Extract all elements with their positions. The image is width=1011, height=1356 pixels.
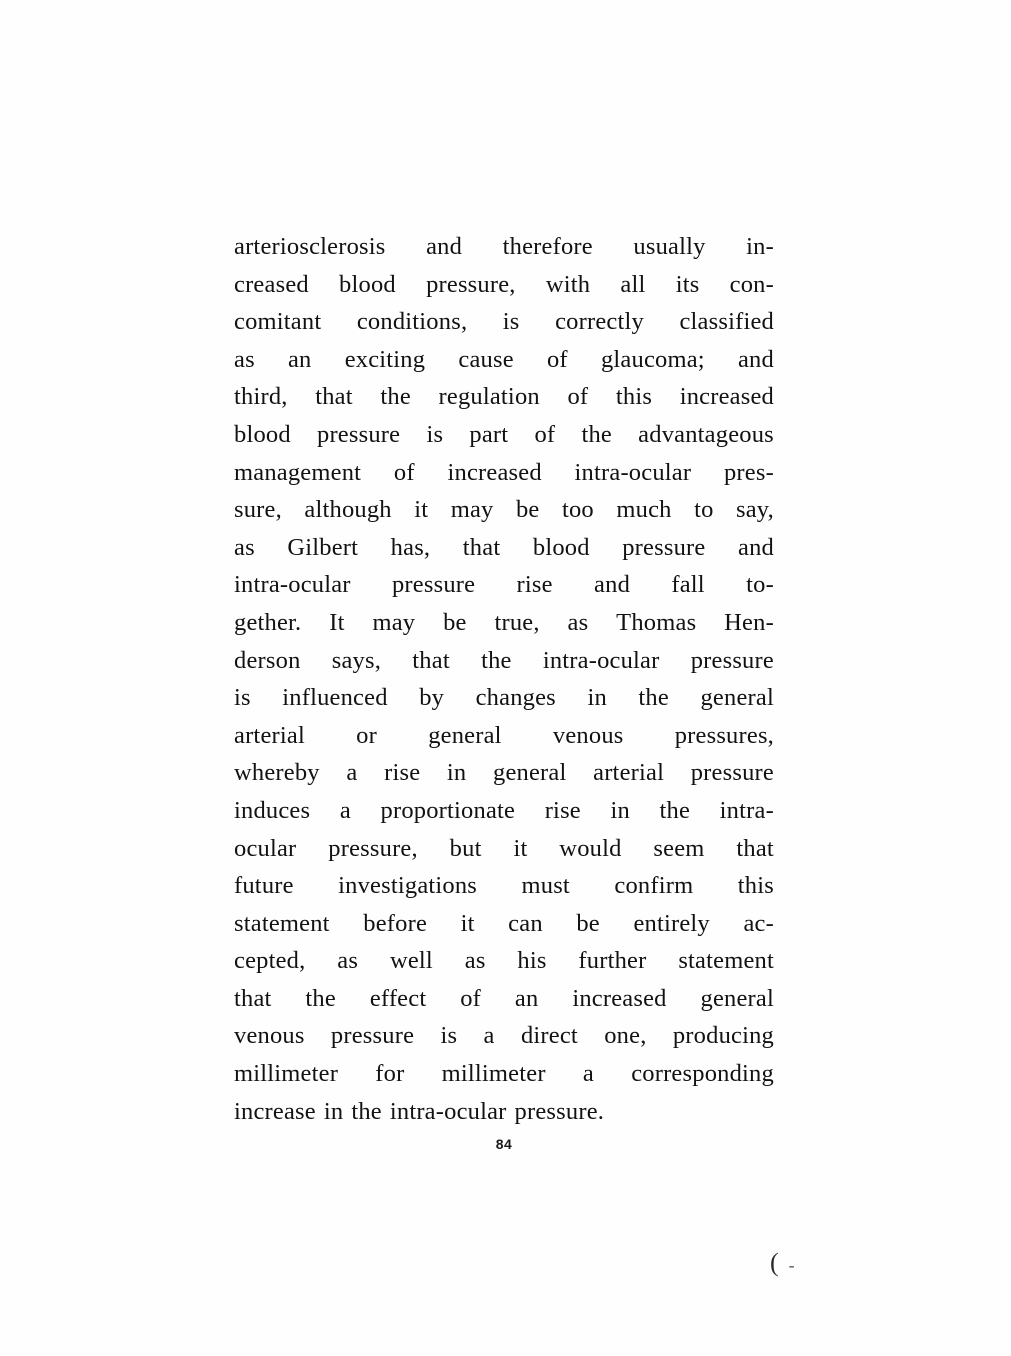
corner-mark-dash: - (788, 1254, 795, 1275)
word: the (380, 383, 411, 411)
word: blood (339, 270, 396, 298)
word: venous (552, 721, 624, 749)
word: pressures, (674, 721, 774, 749)
word: as (337, 947, 359, 975)
word: proportionate (380, 796, 516, 824)
word: increase (234, 1097, 316, 1125)
word: one, (604, 1022, 647, 1050)
word: sure, (234, 496, 282, 524)
text-line (234, 867, 774, 905)
text-line (234, 717, 774, 755)
word: blood (532, 533, 590, 561)
word: pressure (330, 1022, 415, 1050)
word: as (464, 947, 486, 975)
word: before (363, 909, 428, 937)
word: that (315, 383, 353, 411)
word: whereby (234, 759, 320, 787)
word: an (287, 345, 312, 373)
word: cause (458, 345, 514, 373)
word: further (578, 947, 647, 975)
word: advantageous (638, 420, 774, 448)
word: that (234, 984, 272, 1012)
word: intra- (719, 796, 774, 824)
word: cepted, (234, 947, 306, 975)
word: third, (234, 383, 288, 411)
word: is (502, 308, 520, 336)
word: is (426, 420, 444, 448)
word: intra-ocular (389, 1097, 507, 1125)
word: and (594, 571, 631, 599)
word: in (610, 796, 630, 824)
word: has, (390, 533, 431, 561)
word: intra-ocular (542, 646, 660, 674)
text-line (234, 830, 774, 868)
word: be (576, 909, 600, 937)
word: general (700, 984, 774, 1012)
word: may (372, 608, 416, 636)
word: by (419, 684, 445, 712)
word: a (483, 1022, 495, 1050)
text-line (234, 266, 774, 304)
word: fall (671, 571, 705, 599)
word: rise (384, 759, 421, 787)
word: venous (234, 1022, 305, 1050)
word: influenced (282, 684, 388, 712)
word: that (736, 834, 774, 862)
word: as (234, 345, 255, 373)
word: of (460, 984, 482, 1012)
word: say, (736, 496, 774, 524)
text-line (234, 604, 774, 642)
word: entirely (633, 909, 710, 937)
word: too (561, 496, 594, 524)
word: or (356, 721, 377, 749)
word: may (450, 496, 494, 524)
word: of (393, 458, 415, 486)
word: it (460, 909, 475, 937)
word: seem (653, 834, 705, 862)
word: changes (475, 684, 556, 712)
text-line (234, 1017, 774, 1055)
word: usually (633, 233, 706, 260)
word: of (546, 345, 568, 373)
word: direct (520, 1022, 578, 1050)
word: arteriosclerosis (234, 233, 386, 260)
word: regulation (438, 383, 540, 411)
word: increased (679, 383, 774, 411)
word: arterial (593, 759, 665, 787)
word: management (234, 458, 362, 486)
text-line (234, 679, 774, 717)
word: pres- (723, 458, 774, 486)
word: increased (447, 458, 542, 486)
word: for (375, 1060, 405, 1088)
word: correctly (555, 308, 644, 336)
word: intra-ocular (234, 571, 351, 599)
text-line (234, 454, 774, 492)
word: in (587, 684, 607, 712)
text-line (234, 529, 774, 567)
word: induces (234, 796, 311, 824)
word: but (449, 834, 482, 862)
word: statement (678, 947, 774, 975)
word: ocular (234, 834, 297, 862)
text-line (234, 491, 774, 529)
word: must (521, 872, 570, 900)
text-line (234, 303, 774, 341)
word: its (675, 270, 700, 298)
word: of (567, 383, 589, 411)
word: corresponding (631, 1060, 774, 1088)
word: rise (516, 571, 553, 599)
text-line (234, 1093, 774, 1131)
word: it (513, 834, 528, 862)
word: it (414, 496, 429, 524)
word: glaucoma; (600, 345, 705, 373)
text-line (234, 980, 774, 1018)
word: general (700, 684, 774, 712)
word: can (508, 909, 543, 937)
word: the (581, 420, 612, 448)
word: creased (234, 270, 309, 298)
word: much (616, 496, 672, 524)
word: general (493, 759, 567, 787)
word: classified (679, 308, 774, 336)
text-line (234, 905, 774, 943)
word: all (620, 270, 646, 298)
word: to- (746, 571, 774, 599)
word: exciting (344, 345, 426, 373)
word: effect (369, 984, 427, 1012)
text-line (234, 378, 774, 416)
text-line (234, 754, 774, 792)
word: as (234, 533, 255, 561)
text-line (234, 792, 774, 830)
word: this (615, 383, 653, 411)
word: and (738, 533, 774, 561)
word: the (305, 984, 336, 1012)
word: his (517, 947, 547, 975)
word: well (389, 947, 433, 975)
word: is (440, 1022, 458, 1050)
word: confirm (614, 872, 694, 900)
word: general (428, 721, 502, 749)
word: is (234, 684, 251, 712)
word: the (481, 646, 512, 674)
word: conditions, (356, 308, 468, 336)
word: pressure (690, 646, 774, 674)
text-line (234, 942, 774, 980)
word: increased (572, 984, 667, 1012)
word: the (638, 684, 669, 712)
word: a (582, 1060, 594, 1088)
word: part (469, 420, 509, 448)
word: producing (672, 1022, 774, 1050)
word: in- (746, 233, 774, 260)
word: this (737, 872, 774, 900)
word: true, (494, 608, 540, 636)
word: millimeter (441, 1060, 546, 1088)
text-line (234, 416, 774, 454)
word: con- (729, 270, 774, 298)
text-line (234, 228, 774, 266)
word: and (737, 345, 774, 373)
word: to (694, 496, 714, 524)
word: millimeter (234, 1060, 339, 1088)
body-text (234, 228, 774, 1130)
word: statement (234, 909, 330, 937)
word: in (323, 1097, 344, 1125)
word: pressure (622, 533, 706, 561)
word: blood (234, 420, 291, 448)
word: pressure (317, 420, 401, 448)
word: comitant (234, 308, 322, 336)
word: It (329, 608, 345, 636)
word: Hen- (724, 608, 774, 636)
word: pressure (391, 571, 476, 599)
word: be (443, 608, 467, 636)
word: Thomas (616, 608, 697, 636)
word: pressure, (328, 834, 418, 862)
word: the (351, 1097, 382, 1125)
word: would (559, 834, 622, 862)
text-line (234, 566, 774, 604)
word: pressure. (514, 1097, 605, 1125)
word: intra-ocular (574, 458, 692, 486)
word: as (567, 608, 589, 636)
word: although (304, 496, 392, 524)
word: and (426, 233, 463, 260)
word: that (462, 533, 501, 561)
word: be (515, 496, 540, 524)
word: a (339, 796, 351, 824)
corner-mark-glyph: ( (770, 1248, 779, 1277)
text-line (234, 1055, 774, 1093)
word: rise (544, 796, 581, 824)
word: a (346, 759, 358, 787)
word: pressure, (426, 270, 516, 298)
word: an (514, 984, 539, 1012)
word: the (659, 796, 691, 824)
word: arterial (234, 721, 305, 749)
page-number: 84 (495, 1136, 513, 1152)
text-line (234, 341, 774, 379)
word: that (412, 646, 450, 674)
word: of (534, 420, 556, 448)
word: in (446, 759, 467, 787)
word: future (234, 872, 294, 900)
word: ac- (743, 909, 774, 937)
word: derson (234, 646, 301, 674)
word: therefore (502, 233, 593, 260)
text-line (234, 642, 774, 680)
word: with (545, 270, 591, 298)
word: gether. (234, 608, 302, 636)
word: investigations (338, 872, 478, 900)
word: says, (331, 646, 382, 674)
word: Gilbert (287, 533, 359, 561)
corner-mark (770, 1248, 795, 1278)
word: pressure (690, 759, 774, 787)
